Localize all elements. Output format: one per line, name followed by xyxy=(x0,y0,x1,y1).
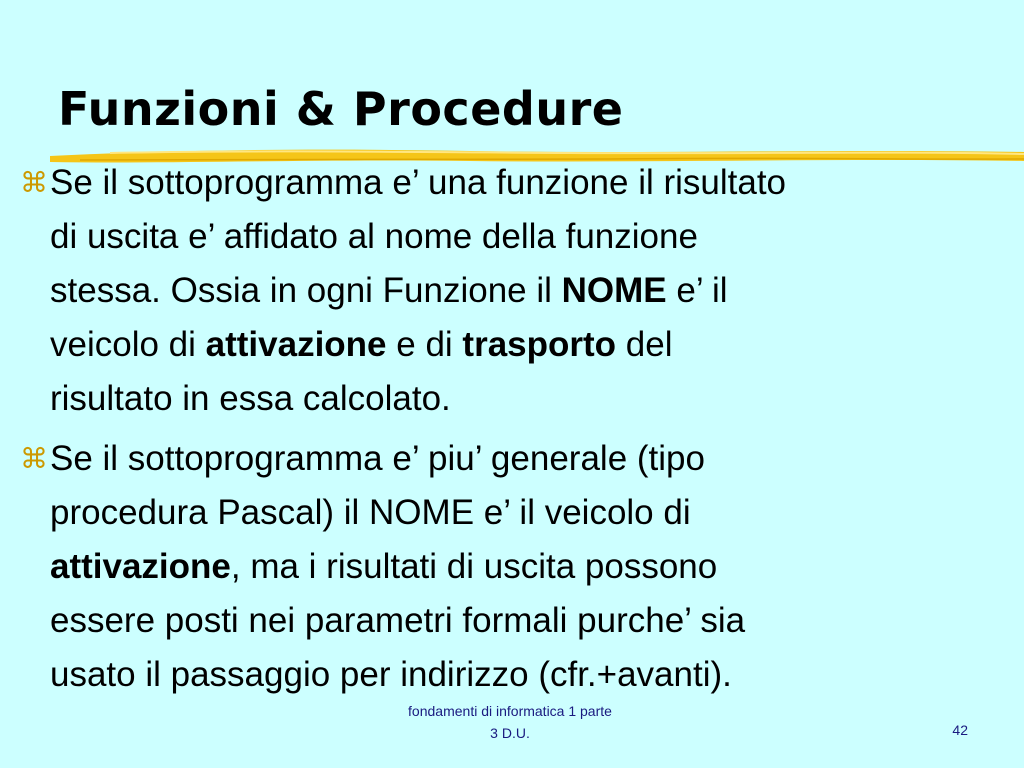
bold-keyword: trasporto xyxy=(462,325,617,364)
bullet-line xyxy=(50,156,1020,210)
text-run: , ma i risultati di uscita possono xyxy=(230,547,718,586)
footer-line-1: fondamenti di informatica 1 parte xyxy=(408,703,612,719)
bold-keyword: attivazione xyxy=(205,325,387,364)
bullet-line xyxy=(50,264,1020,318)
text-run: e’ il xyxy=(666,271,728,310)
text-run: stessa. Ossia in ogni Funzione il xyxy=(50,271,562,310)
bullet-line xyxy=(50,372,1020,426)
slide-footer xyxy=(340,700,680,744)
slide-body xyxy=(20,156,1020,708)
bullet-line xyxy=(50,540,1020,594)
bullet-line xyxy=(50,432,1020,486)
text-run: procedura Pascal) il NOME e’ il veicolo di xyxy=(50,493,691,532)
page-number: 42 xyxy=(952,722,968,738)
footer-line-2: 3 D.U. xyxy=(490,725,530,741)
bullet-text xyxy=(50,432,1020,702)
bold-keyword: attivazione xyxy=(50,547,231,586)
text-run: risultato in essa calcolato. xyxy=(50,379,451,418)
text-run: veicolo di xyxy=(50,325,206,364)
bullet-line xyxy=(50,318,1020,372)
text-run: del xyxy=(616,325,673,364)
text-run: usato il passaggio per indirizzo (cfr.+avanti). xyxy=(50,655,732,694)
bullet-line xyxy=(50,210,1020,264)
command-key-icon: ⌘ xyxy=(20,166,48,199)
bullet-text xyxy=(50,156,1020,426)
text-run: di uscita e’ affidato al nome della funzione xyxy=(50,217,698,256)
bullet-item xyxy=(20,156,1020,426)
text-run: Se il sottoprogramma e’ una funzione il risultato xyxy=(50,163,787,202)
bullet-item xyxy=(20,432,1020,702)
bullet-line xyxy=(50,594,1020,648)
text-run: Se il sottoprogramma e’ piu’ generale (tipo xyxy=(50,439,705,478)
bullet-line xyxy=(50,648,1020,702)
command-key-icon: ⌘ xyxy=(20,442,48,475)
bullet-line xyxy=(50,486,1020,540)
slide-title: Funzioni & Procedure xyxy=(58,82,624,136)
text-run: essere posti nei parametri formali purche’ sia xyxy=(50,601,746,640)
text-run: e di xyxy=(386,325,463,364)
bold-keyword: NOME xyxy=(561,271,667,310)
